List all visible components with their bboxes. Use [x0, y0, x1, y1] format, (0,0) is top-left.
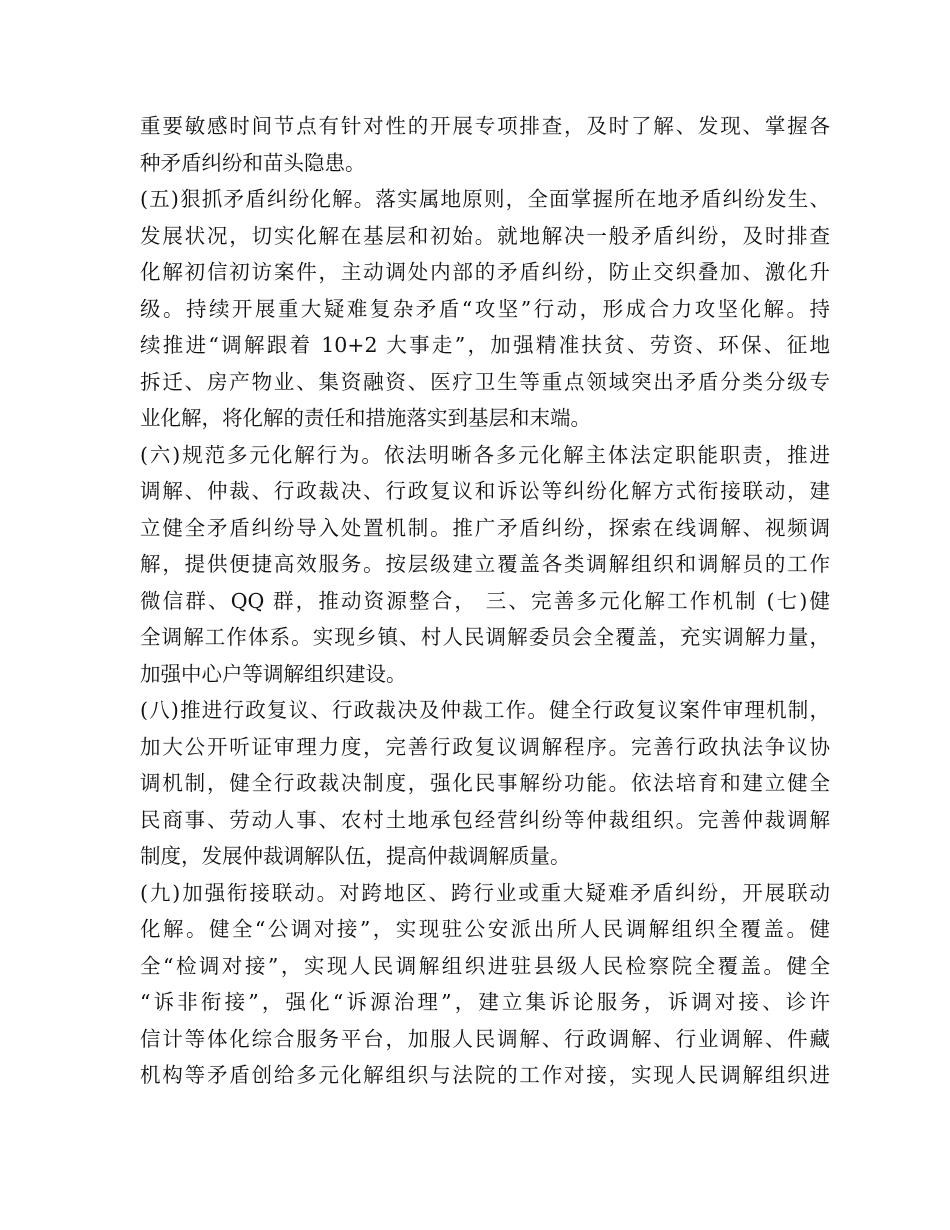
text-line: 全“检调对接”，实现人民调解组织进驻县级人民检察院全覆盖。健全	[140, 953, 830, 978]
text-line: 拆迁、房产物业、集资融资、医疗卫生等重点领域突出矛盾分类分级专	[140, 369, 830, 394]
text-line: 全调解工作体系。实现乡镇、村人民调解委员会全覆盖，充实调解力量，	[140, 625, 830, 649]
text-line: 续推进“调解跟着 10+2 大事走”，加强精准扶贫、劳资、环保、征地	[140, 333, 830, 357]
document-body	[140, 108, 830, 1094]
text-line: (八)推进行政复议、行政裁决及仲裁工作。健全行政复议案件审理机制，	[140, 698, 830, 722]
text-line: 机构等矛盾创给多元化解组织与法院的工作对接，实现人民调解组织进	[140, 1063, 830, 1087]
text-line: 调解、仲裁、行政裁决、行政复议和诉讼等纠纷化解方式衔接联动，建	[140, 479, 830, 503]
text-line: 化解。健全“公调对接”，实现驻公安派出所人民调解组织全覆盖。健	[140, 917, 830, 941]
text-line: 化解初信初访案件，主动调处内部的矛盾纠纷，防止交织叠加、激化升	[140, 260, 830, 284]
text-line: 发展状况，切实化解在基层和初始。就地解决一般矛盾纠纷，及时排查	[140, 223, 830, 248]
text-line: (六)规范多元化解行为。依法明晰各多元化解主体法定职能职责，推进	[140, 442, 830, 467]
text-line: “诉非衔接”，强化“诉源治理”，建立集诉论服务，诉调对接、诊许	[140, 990, 830, 1014]
text-line: 民商事、劳动人事、农村土地承包经营纠纷等仲裁组织。完善仲裁调解	[140, 807, 830, 832]
text-line: 制度，发展仲裁调解队伍，提高仲裁调解质量。	[140, 844, 571, 868]
text-line: 加大公开听证审理力度，完善行政复议调解程序。完善行政执法争议协	[140, 734, 830, 759]
text-line: 加强中心户等调解组织建设。	[140, 661, 407, 686]
text-line: 级。持续开展重大疑难复杂矛盾“攻坚”行动，形成合力攻坚化解。持	[140, 296, 830, 321]
text-line: (九)加强衔接联动。对跨地区、跨行业或重大疑难矛盾纠纷，开展联动	[140, 880, 830, 905]
text-line: 立健全矛盾纠纷导入处置机制。推广矛盾纠纷，探索在线调解、视频调	[140, 515, 830, 540]
text-line: 微信群、QQ 群，推动资源整合， 三、完善多元化解工作机制 (七)健	[140, 588, 830, 613]
text-line: 重要敏感时间节点有针对性的开展专项排查，及时了解、发现、掌握各	[140, 114, 830, 138]
text-line: 信计等体化综合服务平台，加服人民调解、行政调解、行业调解、件藏	[140, 1026, 830, 1051]
text-line: 调机制，健全行政裁决制度，强化民事解纷功能。依法培育和建立健全	[140, 771, 830, 795]
text-line: 解，提供便捷高效服务。按层级建立覆盖各类调解组织和调解员的工作	[140, 552, 830, 576]
text-line: 种矛盾纠纷和苗头隐患。	[140, 150, 366, 175]
text-line: 业化解，将化解的责任和措施落实到基层和末端。	[140, 406, 591, 430]
text-line: (五)狠抓矛盾纠纷化解。落实属地原则，全面掌握所在地矛盾纠纷发生、	[140, 187, 830, 211]
